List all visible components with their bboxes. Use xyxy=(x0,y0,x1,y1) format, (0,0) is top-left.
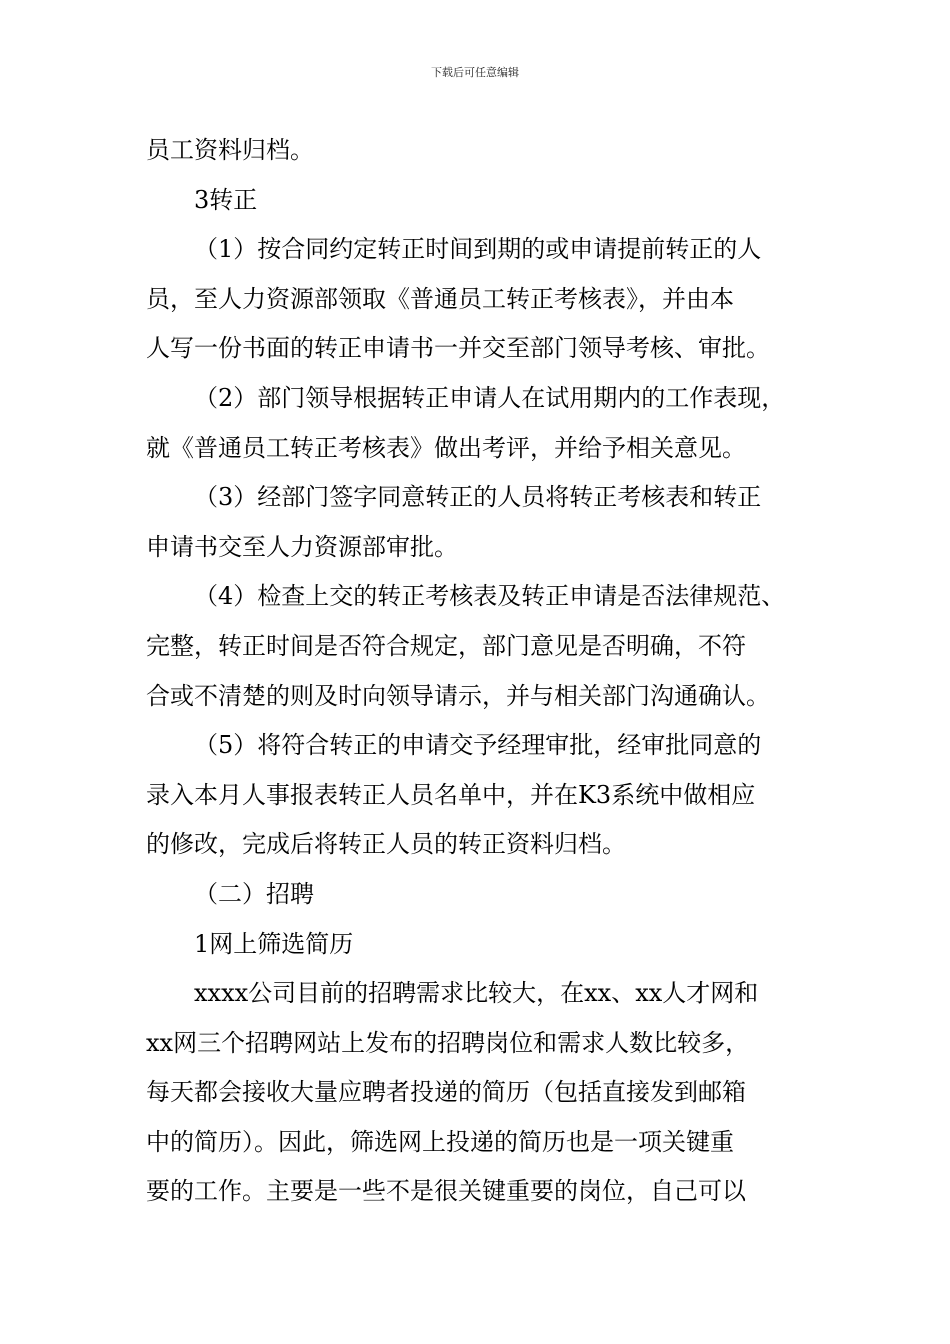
paragraph-line: 申请书交至人力资源部审批。 xyxy=(146,532,458,561)
paragraph-line: 中的简历）。因此，筛选网上投递的简历也是一项关键重 xyxy=(146,1127,734,1156)
subsection-heading: 1网上筛选简历 xyxy=(194,929,354,958)
paragraph-line: 完整，转正时间是否符合规定，部门意见是否明确，不符 xyxy=(146,631,746,660)
paragraph-line: 的修改，完成后将转正人员的转正资料归档。 xyxy=(146,830,626,859)
section-heading: （二）招聘 xyxy=(194,879,314,908)
paragraph-line: 要的工作。主要是一些不是很关键重要的岗位，自己可以 xyxy=(146,1177,746,1206)
paragraph-line: （4）检查上交的转正考核表及转正申请是否法律规范、 xyxy=(194,582,786,611)
paragraph-line: 合或不清楚的则及时向领导请示，并与相关部门沟通确认。 xyxy=(146,681,770,710)
paragraph-line: 录入本月人事报表转正人员名单中，并在K3系统中做相应 xyxy=(146,780,756,809)
paragraph-line: （2）部门领导根据转正申请人在试用期内的工作表现， xyxy=(194,383,786,412)
paragraph-line: 人写一份书面的转正申请书一并交至部门领导考核、审批。 xyxy=(146,334,770,363)
paragraph-line: 每天都会接收大量应聘者投递的简历（包括直接发到邮箱 xyxy=(146,1078,746,1107)
paragraph-line: （1）按合同约定转正时间到期的或申请提前转正的人 xyxy=(194,235,762,264)
paragraph-line: 员工资料归档。 xyxy=(146,136,314,164)
paragraph-line: 就《普通员工转正考核表》做出考评，并给予相关意见。 xyxy=(146,433,746,462)
document-body xyxy=(146,126,826,1217)
paragraph-line: xxxx公司目前的招聘需求比较大，在xx、xx人才网和 xyxy=(194,979,759,1008)
page-header: 下载后可任意编辑 xyxy=(431,66,519,79)
section-heading: 3转正 xyxy=(194,185,258,214)
paragraph-line: 员，至人力资源部领取《普通员工转正考核表》，并由本 xyxy=(146,284,734,313)
paragraph-line: （5）将符合转正的申请交予经理审批，经审批同意的 xyxy=(194,731,762,760)
paragraph-line: xx网三个招聘网站上发布的招聘岗位和需求人数比较多， xyxy=(146,1028,750,1057)
paragraph-line: （3）经部门签字同意转正的人员将转正考核表和转正 xyxy=(194,483,762,512)
